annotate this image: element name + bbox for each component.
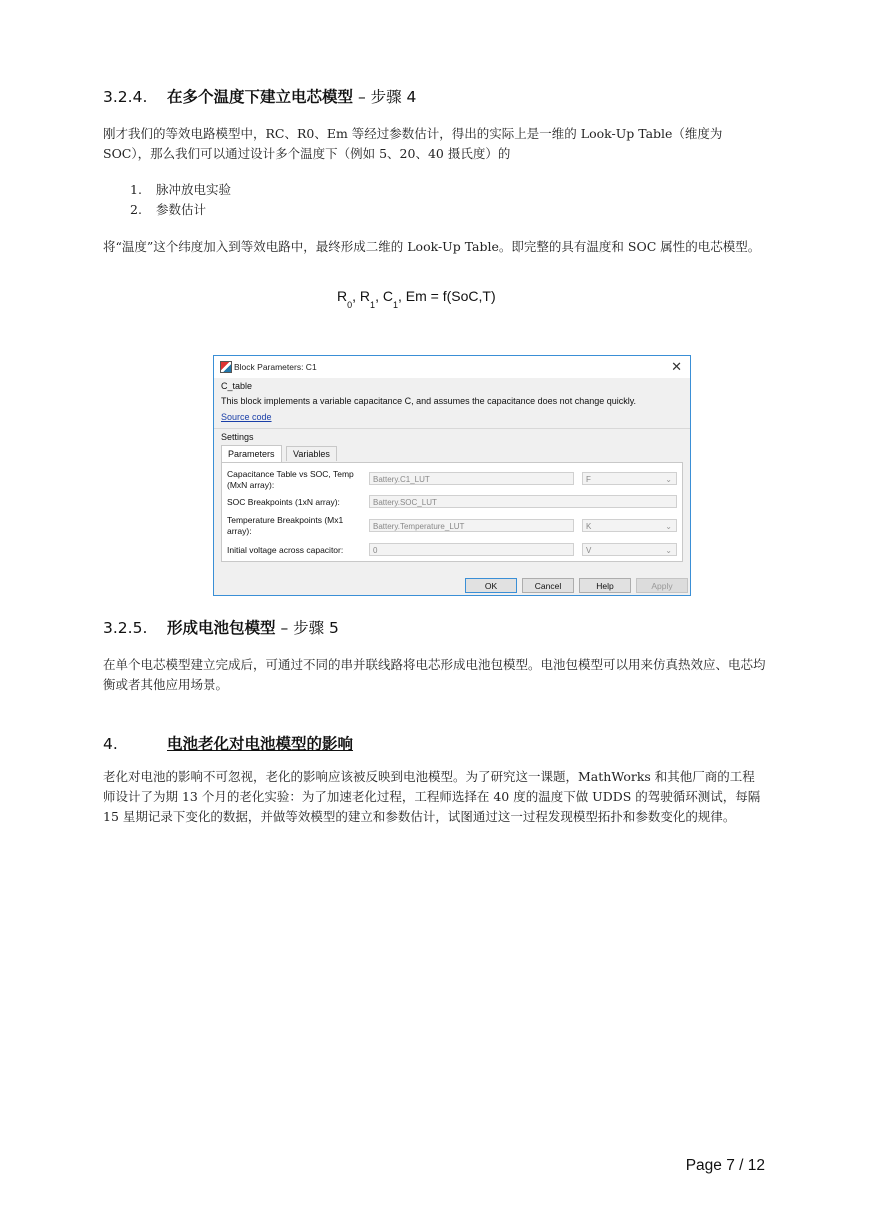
section-step: – 步骤 4 — [353, 88, 417, 106]
chevron-down-icon: ⌄ — [665, 546, 672, 555]
section-title: 在多个温度下建立电芯模型 — [167, 88, 354, 106]
section-3-2-5-heading — [103, 616, 339, 638]
apply-button[interactable]: Apply — [636, 578, 688, 593]
section-number: 4. — [103, 735, 118, 753]
initial-voltage-unit-select[interactable]: V ⌄ — [582, 543, 677, 556]
section-number: 3.2.4. — [103, 88, 148, 106]
temperature-unit-select[interactable]: K ⌄ — [582, 519, 677, 532]
param-label: Temperature Breakpoints (Mx1 array): — [227, 515, 344, 536]
cancel-button[interactable]: Cancel — [522, 578, 574, 593]
paragraph-lookup-table: 刚才我们的等效电路模型中，RC、R0、Em 等经过参数估计，得出的实际上是一维的 Look-Up Table（维度为 SOC），那么我们可以通过设计多个温度下（例如 5、20、40 摄氏度）的 — [103, 126, 723, 161]
section-title: 形成电池包模型 — [167, 619, 276, 637]
param-label: SOC Breakpoints (1xN array): — [227, 497, 340, 507]
param-label: Capacitance Table vs SOC, Temp (MxN array): — [227, 469, 354, 490]
capacitance-unit-select[interactable]: F ⌄ — [582, 472, 677, 485]
section-number: 3.2.5. — [103, 619, 148, 637]
block-description: This block implements a variable capacitance C, and assumes the capacitance does not change quickly. — [221, 396, 637, 406]
section-4-heading — [103, 732, 353, 754]
section-title: 电池老化对电池模型的影响 — [167, 735, 354, 753]
page-number: Page 7 / 12 — [685, 1157, 765, 1174]
list-item: 1. 脉冲放电实验 — [130, 182, 232, 197]
soc-breakpoints-field[interactable]: Battery.SOC_LUT — [369, 495, 677, 508]
block-name: C_table — [221, 381, 253, 391]
divider — [214, 428, 690, 429]
ok-button[interactable]: OK — [465, 578, 517, 593]
list-item: 2. 参数估计 — [130, 202, 207, 217]
help-button[interactable]: Help — [579, 578, 631, 593]
param-label: Initial voltage across capacitor: — [227, 545, 344, 555]
initial-voltage-field[interactable]: 0 — [369, 543, 574, 556]
paragraph-aging: 老化对电池的影响不可忽视，老化的影响应该被反映到电池模型。为了研究这一课题，MathWorks 和其他厂商的工程师设计了为期 13 个月的老化实验：为了加速老化过程，工程师选择在 40 度的温度下做 UDDS 的驾驶循环测试，每隔 15 星期记录下变化的数据，并做等效模型的建立和参数估计，试图通过这一过程发现模型拓扑和参数变化的规律。 — [103, 769, 761, 824]
temperature-breakpoints-field[interactable]: Battery.Temperature_LUT — [369, 519, 574, 532]
dialog-title: Block Parameters: C1 — [234, 362, 317, 372]
tab-variables[interactable]: Variables — [286, 446, 337, 461]
close-icon[interactable]: ✕ — [671, 359, 682, 374]
settings-label: Settings — [221, 432, 254, 442]
section-step: – 步骤 5 — [275, 619, 339, 637]
dialog-titlebar — [214, 356, 690, 378]
paragraph-temperature-dimension: 将“温度”这个纬度加入到等效电路中，最终形成二维的 Look-Up Table。即完整的具有温度和 SOC 属性的电芯模型。 — [103, 239, 761, 254]
chevron-down-icon: ⌄ — [665, 475, 672, 484]
simulink-icon — [220, 361, 232, 373]
paragraph-battery-pack: 在单个电芯模型建立完成后，可通过不同的串并联线路将电芯形成电池包模型。电池包模型可以用来仿真热效应、电芯均衡或者其他应用场景。 — [103, 657, 766, 692]
block-parameters-dialog — [213, 355, 691, 596]
source-code-link[interactable]: Source code — [221, 412, 272, 422]
parameters-panel — [221, 462, 683, 562]
section-3-2-4-heading — [103, 85, 416, 107]
tab-parameters[interactable]: Parameters — [221, 445, 282, 462]
formula: $R_0$, $R_1$, $C_1$, Em = f(SoC,T) — [337, 288, 496, 310]
experiment-list — [130, 180, 231, 220]
capacitance-table-field[interactable]: Battery.C1_LUT — [369, 472, 574, 485]
chevron-down-icon: ⌄ — [665, 522, 672, 531]
